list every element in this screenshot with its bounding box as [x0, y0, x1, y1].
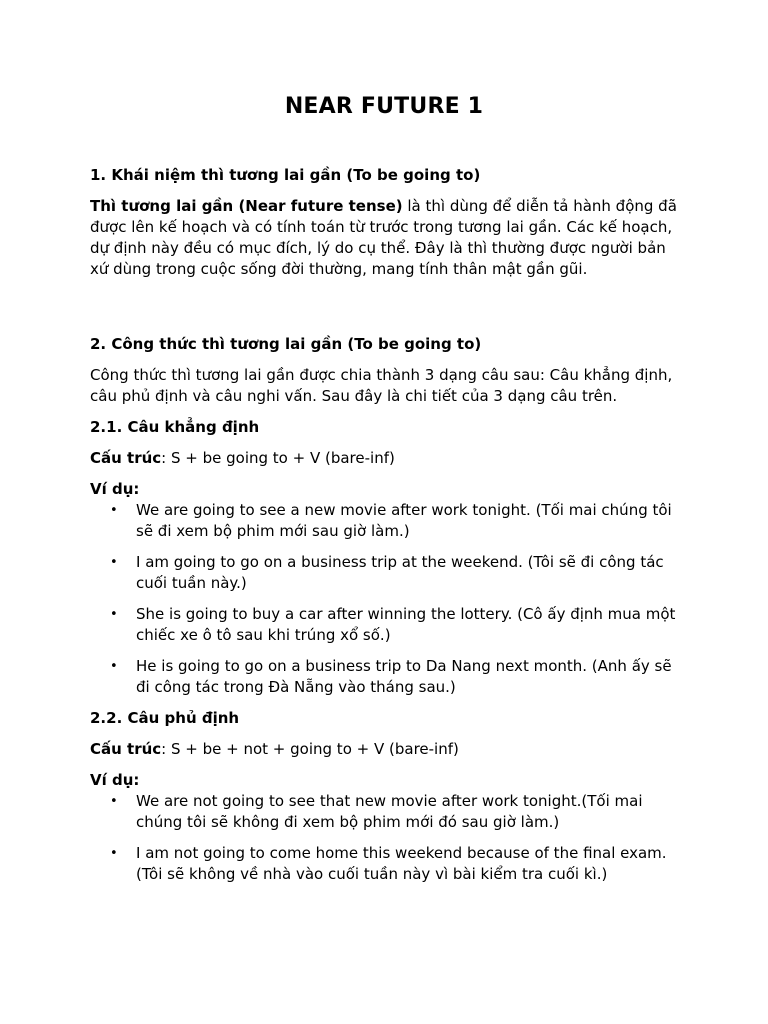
- section-heading-definition: 1. Khái niệm thì tương lai gần (To be going to): [90, 166, 481, 184]
- section-heading-formula: 2. Công thức thì tương lai gần (To be going to): [90, 335, 482, 353]
- formula-intro-paragraph: Công thức thì tương lai gần được chia thành 3 dạng câu sau: Câu khẳng định, câu phủ định và câu nghi vấn. Sau đây là chi tiết của 3 dạng câu trên.: [90, 366, 673, 405]
- bullet-icon: •: [110, 659, 118, 674]
- bullet-icon: •: [110, 794, 118, 809]
- bullet-icon: •: [110, 607, 118, 622]
- example-text: He is going to go on a business trip to Da Nang next month. (Anh ấy sẽ đi công tác trong Đà Nẵng vào tháng sau.): [136, 657, 672, 696]
- subheading-affirmative: 2.1. Câu khẳng định: [90, 418, 260, 436]
- example-text: I am not going to come home this weekend because of the final exam. (Tôi sẽ không về nhà vào cuối tuần này vì bài kiểm tra cuối kì.): [136, 844, 667, 883]
- example-label: Ví dụ:: [90, 771, 140, 789]
- list-item: [90, 843, 678, 885]
- affirmative-examples-list: [90, 500, 678, 698]
- negative-structure: [90, 739, 678, 760]
- list-item: [90, 604, 678, 646]
- bullet-icon: •: [110, 555, 118, 570]
- affirmative-structure: [90, 448, 678, 469]
- example-text: We are not going to see that new movie after work tonight.(Tối mai chúng tôi sẽ không đi xem bộ phim mới đó sau giờ làm.): [136, 792, 643, 831]
- structure-formula: : S + be + not + going to + V (bare-inf): [161, 740, 459, 758]
- structure-label: Cấu trúc: [90, 449, 162, 467]
- bullet-icon: •: [110, 846, 118, 861]
- example-text: I am going to go on a business trip at the weekend. (Tôi sẽ đi công tác cuối tuần này.): [136, 553, 664, 592]
- structure-label: Cấu trúc: [90, 740, 162, 758]
- bullet-icon: •: [110, 503, 118, 518]
- list-item: [90, 656, 678, 698]
- definition-paragraph: [90, 196, 678, 280]
- definition-text: là thì dùng để diễn tả hành động đã được lên kế hoạch và có tính toán từ trước trong tương lai gần. Các kế hoạch, dự định này đều có mục đích, lý do cụ thể. Đây là thì thường được người bản xứ dùng trong cuộc sống đời thường, mang tính thân mật gần gũi.: [90, 197, 677, 278]
- example-text: She is going to buy a car after winning the lottery. (Cô ấy định mua một chiếc xe ô tô sau khi trúng xổ số.): [136, 605, 676, 644]
- list-item: [90, 552, 678, 594]
- example-text: We are going to see a new movie after work tonight. (Tối mai chúng tôi sẽ đi xem bộ phim mới sau giờ làm.): [136, 501, 672, 540]
- list-item: [90, 500, 678, 542]
- negative-examples-list: [90, 791, 678, 885]
- definition-term: Thì tương lai gần (Near future tense): [90, 197, 403, 215]
- example-label: Ví dụ:: [90, 480, 140, 498]
- document-title: NEAR FUTURE 1: [284, 94, 484, 119]
- list-item: [90, 791, 678, 833]
- subheading-negative: 2.2. Câu phủ định: [90, 709, 240, 727]
- structure-formula: : S + be going to + V (bare-inf): [161, 449, 395, 467]
